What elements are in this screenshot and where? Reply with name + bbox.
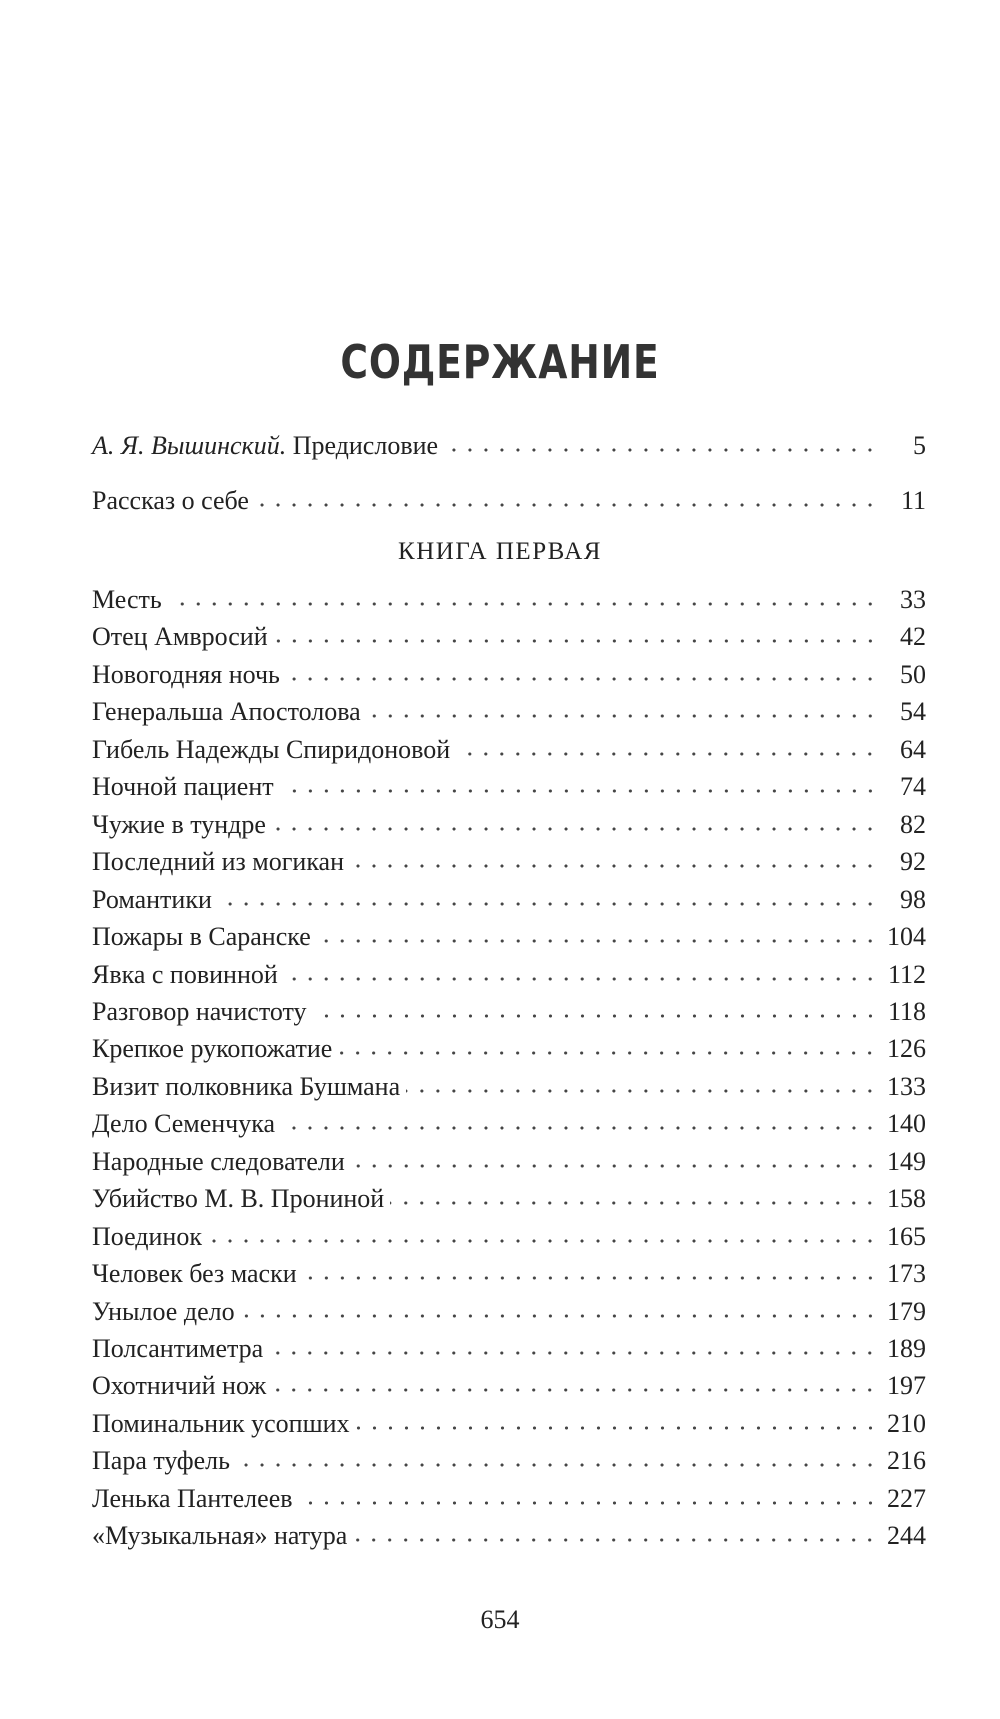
toc-entry-author: А. Я. Вышинский. [92, 431, 287, 460]
toc-entry [92, 1366, 926, 1402]
toc-entry-title: Отец Амвросий [92, 622, 268, 651]
toc-entry-title: Визит полковника Бушмана [92, 1072, 401, 1101]
toc-entry [92, 992, 926, 1028]
toc-entry-page: 149 [887, 1147, 926, 1176]
dot-leader [338, 1050, 878, 1056]
toc-entry [92, 617, 926, 653]
dot-leader [236, 1462, 878, 1468]
page-number: 654 [480, 1605, 520, 1634]
section-heading: КНИГА ПЕРВАЯ [398, 538, 602, 565]
page-title: СОДЕРЖАНИЕ [340, 335, 660, 389]
toc-entry-title: Гибель Надежды Спиридоновой [92, 735, 451, 764]
toc-entry [92, 692, 926, 728]
toc-entry-page: 165 [887, 1222, 926, 1251]
toc-entry [92, 1104, 926, 1140]
toc-entry-page: 92 [900, 847, 926, 876]
toc-entry-title: Ленька Пантелеев [92, 1484, 293, 1513]
toc-entry-page: 118 [887, 997, 926, 1026]
toc-entry-page: 244 [887, 1521, 926, 1550]
toc-entry [92, 1217, 926, 1253]
toc-entry-title: Охотничий нож [92, 1371, 267, 1400]
dot-leader [313, 1013, 878, 1019]
toc-entry [92, 1292, 926, 1328]
dot-leader [286, 676, 878, 682]
toc-entry [92, 1029, 926, 1065]
toc-entry-title: «Музыкальная» натура [92, 1521, 348, 1550]
toc-entry-page: 210 [887, 1409, 926, 1438]
toc-entry [92, 1254, 926, 1290]
toc-entry [92, 917, 926, 953]
toc-entry-page: 11 [900, 486, 926, 515]
dot-leader [406, 1088, 878, 1094]
dot-leader [303, 1275, 878, 1281]
dot-leader [390, 1200, 878, 1206]
toc-entry-title: Явка с повинной [92, 960, 278, 989]
dot-leader [269, 1350, 878, 1356]
toc-entry-title: Месть [92, 585, 162, 614]
toc-entry-title: Чужие в тундре [92, 810, 266, 839]
toc-entry-page: 197 [887, 1371, 926, 1400]
toc-entry-page: 133 [887, 1072, 926, 1101]
toc-entry-title: Предисловие [292, 431, 439, 460]
toc-entry-page: 104 [887, 922, 926, 951]
dot-leader [241, 1313, 878, 1319]
toc-entry-title: Поминальник усопших [92, 1409, 350, 1438]
dot-leader [317, 938, 878, 944]
toc-entry [92, 655, 926, 691]
dot-leader [280, 788, 878, 794]
toc-entry-page: 227 [887, 1484, 926, 1513]
toc-entry [92, 1516, 926, 1552]
toc-entry-label [92, 430, 444, 462]
dot-leader [208, 1238, 878, 1244]
toc-entry [92, 1404, 926, 1440]
toc-entry-title: Человек без маски [92, 1259, 297, 1288]
toc-entry-title: Унылое дело [92, 1297, 235, 1326]
dot-leader [281, 1125, 878, 1131]
toc-entry-page: 33 [900, 585, 926, 614]
toc-entry-title: Генеральша Апостолова [92, 697, 361, 726]
toc-entry-title: Ночной пациент [92, 772, 274, 801]
toc-entry-page: 64 [900, 735, 926, 764]
dot-leader [444, 447, 878, 453]
toc-entry [92, 1067, 926, 1103]
toc-entry [92, 767, 926, 803]
toc-entry-title: Пара туфель [92, 1446, 230, 1475]
toc-entry [92, 955, 926, 991]
toc-entry-page: 42 [900, 622, 926, 651]
toc-entry-page: 82 [900, 810, 926, 839]
dot-leader [356, 1425, 878, 1431]
dot-leader [351, 1163, 878, 1169]
toc-entry-page: 74 [900, 772, 926, 801]
toc-entry-title: Разговор начистоту [92, 997, 307, 1026]
dot-leader [353, 1537, 878, 1543]
dot-leader [255, 502, 878, 508]
toc-entry-page: 54 [900, 697, 926, 726]
dot-leader [272, 826, 878, 832]
toc-entry [92, 580, 926, 616]
toc-entry-page: 179 [887, 1297, 926, 1326]
toc-entry-title: Крепкое рукопожатие [92, 1034, 333, 1063]
dot-leader [456, 751, 878, 757]
toc-entry-title: Народные следователи [92, 1147, 345, 1176]
dot-leader [274, 638, 878, 644]
toc-entry-title: Поединок [92, 1222, 202, 1251]
dot-leader [350, 863, 878, 869]
toc-entry-page: 112 [887, 960, 926, 989]
toc-entry-page: 126 [887, 1034, 926, 1063]
dot-leader [218, 901, 878, 907]
toc-entry-title: Пожары в Саранске [92, 922, 311, 951]
toc-entry-title: Последний из могикан [92, 847, 345, 876]
toc-entry-title: Дело Семенчука [92, 1109, 276, 1138]
toc-entry [92, 1479, 926, 1515]
toc-entry-foreword [92, 426, 926, 462]
toc-entry-page: 216 [887, 1446, 926, 1475]
dot-leader [284, 976, 878, 982]
toc-entry-title: Романтики [92, 885, 212, 914]
dot-leader [168, 601, 878, 607]
toc-entry-title: Полсантиметра [92, 1334, 264, 1363]
toc-entry-page: 50 [900, 660, 926, 689]
toc-entry-title: Убийство М. В. Прониной [92, 1184, 385, 1213]
dot-leader [367, 713, 878, 719]
toc-entry [92, 805, 926, 841]
toc-entry [92, 1329, 926, 1365]
toc-entry [92, 880, 926, 916]
dot-leader [299, 1500, 878, 1506]
toc-entry-title: Рассказ о себе [92, 486, 249, 515]
toc-entry [92, 1142, 926, 1178]
dot-leader [272, 1387, 878, 1393]
toc-entry-title: Новогодняя ночь [92, 660, 280, 689]
toc-entry [92, 730, 926, 766]
toc-entry-page: 5 [913, 431, 926, 460]
toc-entry-about-self [92, 481, 926, 517]
toc-entry-page: 140 [887, 1109, 926, 1138]
toc-entry-page: 189 [887, 1334, 926, 1363]
toc-entry [92, 842, 926, 878]
toc-entry-page: 98 [900, 885, 926, 914]
toc-entry [92, 1441, 926, 1477]
toc-entry [92, 1179, 926, 1215]
toc-entry-page: 173 [887, 1259, 926, 1288]
toc-entry-page: 158 [887, 1184, 926, 1213]
